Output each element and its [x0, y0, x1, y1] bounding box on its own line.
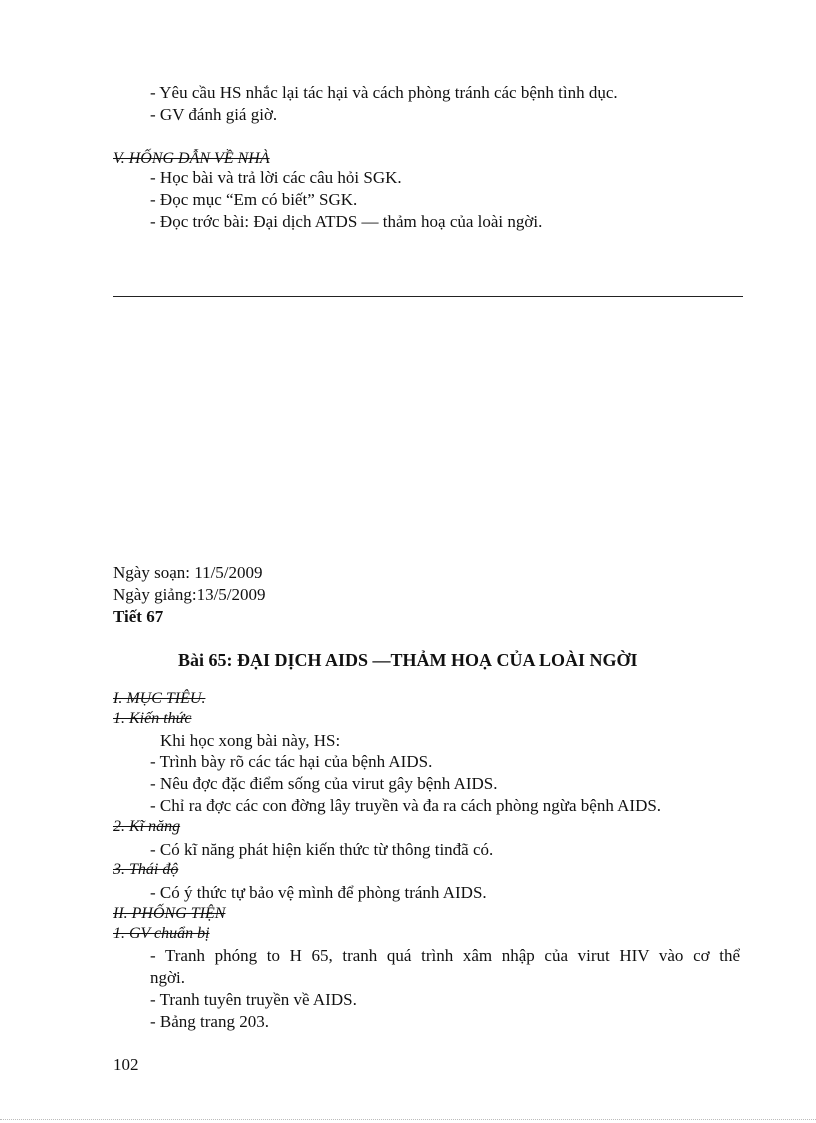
list-item: - Tranh tuyên truyền về AIDS. — [150, 990, 357, 1009]
page-number: 102 — [113, 1055, 139, 1074]
skills-heading: 2. Kĩ năng — [113, 818, 181, 835]
list-item: - Đọc mục “Em có biết” SGK. — [150, 190, 358, 209]
attitude-heading: 3. Thái độ — [113, 861, 179, 878]
materials-heading: II. PHỐNG TIỆN — [113, 905, 226, 922]
list-item: - Học bài và trả lời các câu hỏi SGK. — [150, 168, 402, 187]
page-title — [178, 650, 638, 671]
list-item-continuation: ngời. — [150, 968, 185, 987]
list-item: - Trình bày rõ các tác hại của bệnh AIDS. — [150, 752, 433, 771]
list-item: - Có kĩ năng phát hiện kiến thức từ thông tinđã có. — [150, 840, 494, 859]
teacher-prep-heading: 1. GV chuẩn bị — [113, 925, 210, 942]
list-item: - Tranh phóng to H 65, tranh quá trình xâm nhập của virut HIV vào cơ thể — [150, 946, 740, 965]
homework-heading: V. HỐNG DẪN VỀ NHÀ — [113, 150, 270, 167]
date-prepared: Ngày soạn: 11/5/2009 — [113, 563, 263, 582]
date-taught: Ngày giảng:13/5/2009 — [113, 585, 266, 604]
list-item: - Đọc trớc bài: Đại dịch ATDS — thảm hoạ của loài ngời. — [150, 212, 543, 231]
list-item: - Yêu cầu HS nhắc lại tác hại và cách phòng tránh các bệnh tình dục. — [150, 83, 618, 102]
list-item: - Nêu đợc đặc điểm sống của virut gây bệnh AIDS. — [150, 774, 498, 793]
list-item: - Chỉ ra đợc các con đờng lây truyền và đa ra cách phòng ngừa bệnh AIDS. — [150, 796, 662, 815]
section-divider — [113, 296, 743, 297]
lesson-number: Bài 65 — [178, 650, 227, 670]
knowledge-intro: Khi học xong bài này, HS: — [160, 731, 341, 750]
list-item: - Có ý thức tự bảo vệ mình để phòng tránh AIDS. — [150, 883, 487, 902]
objectives-heading: I. MỤC TIÊU. — [113, 690, 206, 707]
list-item: - GV đánh giá giờ. — [150, 105, 278, 124]
list-item: - Bảng trang 203. — [150, 1012, 269, 1031]
knowledge-heading: 1. Kiến thức — [113, 710, 192, 727]
lesson-title: : ĐẠI DỊCH AIDS —THẢM HOẠ CỦA LOÀI NGỜI — [226, 650, 638, 670]
period-number: Tiết 67 — [113, 607, 164, 626]
page-bottom-border — [0, 1119, 816, 1120]
